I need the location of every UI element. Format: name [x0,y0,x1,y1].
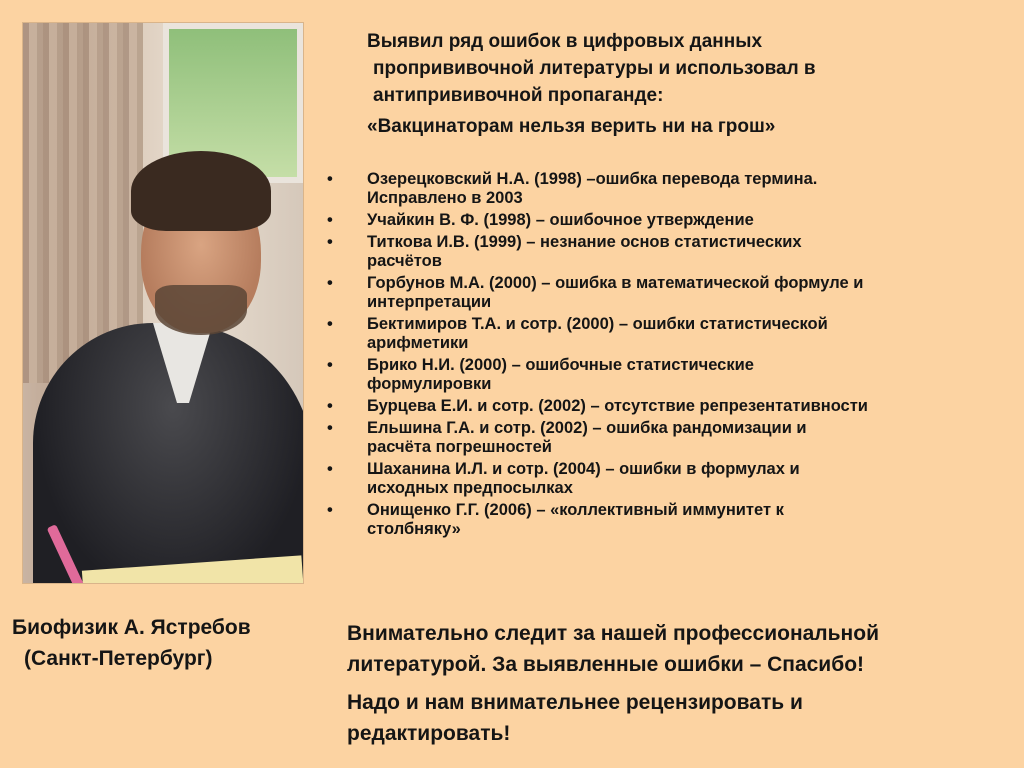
list-item [327,397,987,416]
list-item-line-2: исходных предпосылках [367,479,573,497]
bullet-icon: • [327,397,333,415]
list-item-line-2: арифметики [367,334,469,352]
thanks-paragraph [347,618,1007,680]
list-item-line-1: Бурцева Е.И. и сотр. (2002) – отсутствие репрезентативности [367,397,868,415]
list-item-line-1: Озерецковский Н.А. (1998) –ошибка перевода термина. [367,170,818,188]
list-item [327,419,987,457]
list-item-line-2: интерпретации [367,293,492,311]
list-item-line-1: Учайкин В. Ф. (1998) – ошибочное утверждение [367,211,754,229]
list-item-line-1: Шаханина И.Л. и сотр. (2004) – ошибки в формулах и [367,460,800,478]
list-item-line-1: Бектимиров Т.А. и сотр. (2000) – ошибки статистической [367,315,828,333]
list-item-line-2: Исправлено в 2003 [367,189,523,207]
caption-city: (Санкт-Петербург) [24,647,213,670]
hair-shape [131,151,271,231]
list-item-line-1: Брико Н.И. (2000) – ошибочные статистические [367,356,754,374]
list-item-line-1: Титкова И.В. (1999) – незнание основ статистических [367,233,802,251]
bullet-icon: • [327,460,333,478]
list-item [327,211,987,230]
list-item-line-1: Горбунов М.А. (2000) – ошибка в математической формуле и [367,274,864,292]
bullet-icon: • [327,170,333,188]
advice-line-2: редактировать! [347,722,511,745]
list-item-line-2: расчёта погрешностей [367,438,552,456]
caption-name: Биофизик А. Ястребов [12,616,251,639]
advice-line-1: Надо и нам внимательнее рецензировать и [347,691,803,714]
bullet-icon: • [327,233,333,251]
list-item [327,315,987,353]
bullet-icon: • [327,315,333,333]
slogan: «Вакцинаторам нельзя верить ни на грош» [367,116,776,137]
list-item [327,356,987,394]
list-item [327,170,987,208]
list-item-line-2: формулировки [367,375,492,393]
bullet-icon: • [327,274,333,292]
intro-line-2: пропрививочной литературы и использовал в [373,58,816,79]
list-item-line-2: расчётов [367,252,442,270]
intro-paragraph [367,28,987,109]
bullet-icon: • [327,419,333,437]
intro-line-1: Выявил ряд ошибок в цифровых данных [367,31,763,52]
bullet-icon: • [327,356,333,374]
thanks-line-1: Внимательно следит за нашей профессиональной [347,622,879,645]
photo-caption [12,612,312,674]
portrait-photo [22,22,304,584]
advice-paragraph [347,687,1007,749]
intro-line-3: антипрививочной пропаганде: [373,85,664,106]
list-item-line-1: Онищенко Г.Г. (2006) – «коллективный иммунитет к [367,501,784,519]
list-item-line-1: Ельшина Г.А. и сотр. (2002) – ошибка рандомизации и [367,419,807,437]
list-item [327,460,987,498]
bullet-icon: • [327,501,333,519]
beard-shape [155,285,247,335]
thanks-line-2: литературой. За выявленные ошибки – Спасибо! [347,653,865,676]
list-item [327,233,987,271]
list-item-line-2: столбняку» [367,520,461,538]
list-item [327,501,987,539]
list-item [327,274,987,312]
error-list [327,170,987,542]
bullet-icon: • [327,211,333,229]
